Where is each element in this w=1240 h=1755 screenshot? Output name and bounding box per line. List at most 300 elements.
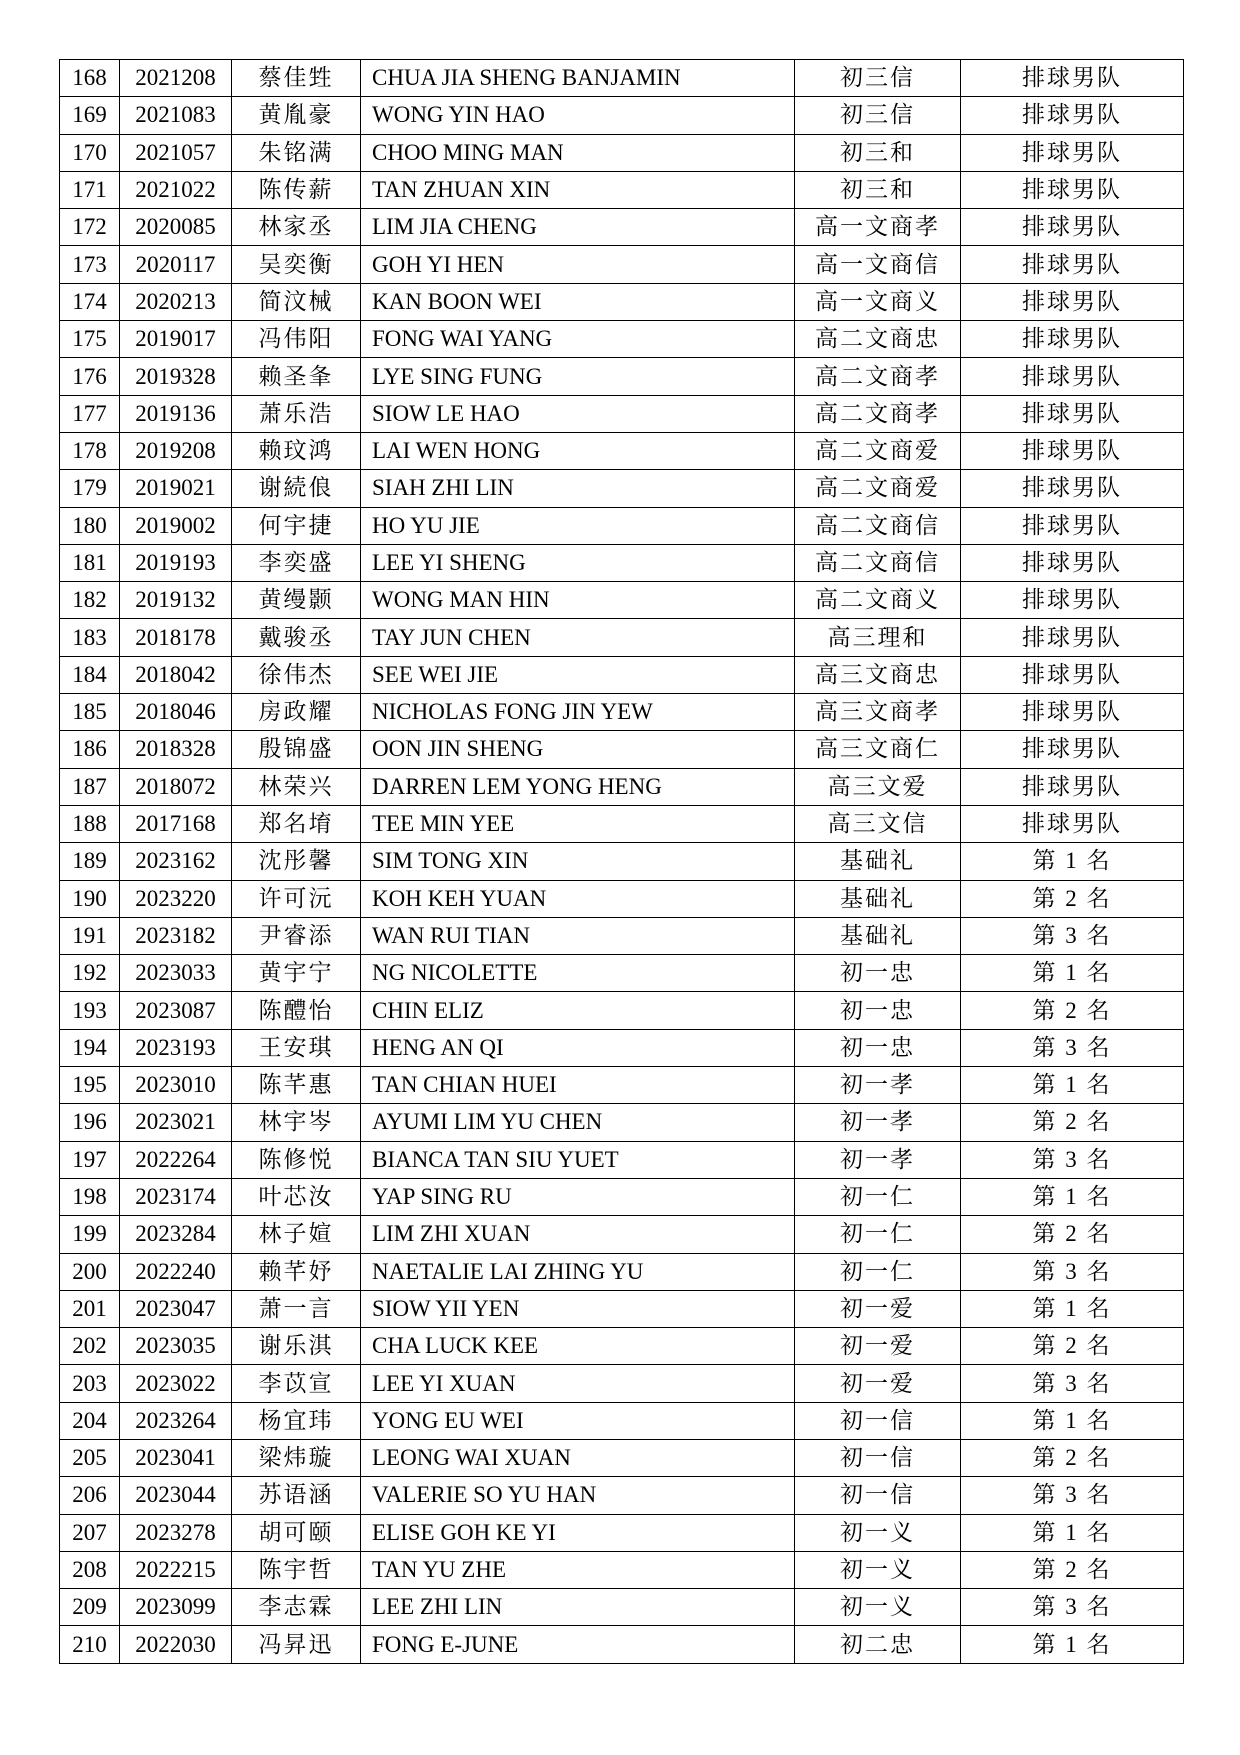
chinese-name-cell: 陈醴怡	[232, 992, 361, 1029]
result-cell: 第 3 名	[961, 1365, 1184, 1402]
row-number-cell: 176	[60, 358, 120, 395]
chinese-name-cell: 林荣兴	[232, 768, 361, 805]
student-id-cell: 2023044	[120, 1477, 232, 1514]
class-cell: 初一信	[795, 1402, 961, 1439]
row-number-cell: 184	[60, 656, 120, 693]
chinese-name-cell: 王安琪	[232, 1029, 361, 1066]
table-row	[60, 768, 1184, 805]
class-cell: 初三信	[795, 60, 961, 97]
english-name-cell: BIANCA TAN SIU YUET	[361, 1141, 795, 1178]
student-id-cell: 2020117	[120, 246, 232, 283]
row-number-cell: 188	[60, 805, 120, 842]
table-row	[60, 1290, 1184, 1327]
row-number-cell: 193	[60, 992, 120, 1029]
english-name-cell: WAN RUI TIAN	[361, 917, 795, 954]
row-number-cell: 192	[60, 955, 120, 992]
class-cell: 初一爱	[795, 1290, 961, 1327]
row-number-cell: 206	[60, 1477, 120, 1514]
result-cell: 排球男队	[961, 171, 1184, 208]
english-name-cell: LIM JIA CHENG	[361, 209, 795, 246]
student-id-cell: 2023041	[120, 1439, 232, 1476]
table-row	[60, 60, 1184, 97]
table-row	[60, 656, 1184, 693]
row-number-cell: 180	[60, 507, 120, 544]
english-name-cell: LAI WEN HONG	[361, 432, 795, 469]
chinese-name-cell: 赖芊妤	[232, 1253, 361, 1290]
class-cell: 初一忠	[795, 955, 961, 992]
result-cell: 排球男队	[961, 246, 1184, 283]
result-cell: 第 2 名	[961, 992, 1184, 1029]
student-id-cell: 2021022	[120, 171, 232, 208]
table-row	[60, 1514, 1184, 1551]
class-cell: 高三理和	[795, 619, 961, 656]
english-name-cell: SEE WEI JIE	[361, 656, 795, 693]
student-id-cell: 2023035	[120, 1328, 232, 1365]
result-cell: 排球男队	[961, 134, 1184, 171]
table-row	[60, 507, 1184, 544]
english-name-cell: TAN ZHUAN XIN	[361, 171, 795, 208]
chinese-name-cell: 陈芊惠	[232, 1067, 361, 1104]
class-cell: 基础礼	[795, 880, 961, 917]
chinese-name-cell: 林子媗	[232, 1216, 361, 1253]
student-id-cell: 2023264	[120, 1402, 232, 1439]
english-name-cell: LEONG WAI XUAN	[361, 1439, 795, 1476]
chinese-name-cell: 朱铭满	[232, 134, 361, 171]
table-row	[60, 1141, 1184, 1178]
chinese-name-cell: 林家丞	[232, 209, 361, 246]
result-cell: 排球男队	[961, 60, 1184, 97]
row-number-cell: 171	[60, 171, 120, 208]
student-id-cell: 2023033	[120, 955, 232, 992]
result-cell: 排球男队	[961, 507, 1184, 544]
chinese-name-cell: 梁炜璇	[232, 1439, 361, 1476]
class-cell: 基础礼	[795, 843, 961, 880]
table-row	[60, 917, 1184, 954]
chinese-name-cell: 沈彤馨	[232, 843, 361, 880]
row-number-cell: 168	[60, 60, 120, 97]
english-name-cell: NAETALIE LAI ZHING YU	[361, 1253, 795, 1290]
row-number-cell: 177	[60, 395, 120, 432]
row-number-cell: 179	[60, 470, 120, 507]
student-id-cell: 2023099	[120, 1589, 232, 1626]
chinese-name-cell: 谢乐淇	[232, 1328, 361, 1365]
student-id-cell: 2019017	[120, 321, 232, 358]
row-number-cell: 201	[60, 1290, 120, 1327]
table-row	[60, 395, 1184, 432]
english-name-cell: TAY JUN CHEN	[361, 619, 795, 656]
student-id-cell: 2019193	[120, 544, 232, 581]
english-name-cell: FONG E-JUNE	[361, 1626, 795, 1663]
table-row	[60, 992, 1184, 1029]
student-id-cell: 2021083	[120, 97, 232, 134]
student-list-table	[59, 59, 1184, 1664]
class-cell: 高一文商义	[795, 283, 961, 320]
student-id-cell: 2023284	[120, 1216, 232, 1253]
student-id-cell: 2018178	[120, 619, 232, 656]
table-row	[60, 246, 1184, 283]
table-row	[60, 1253, 1184, 1290]
result-cell: 第 2 名	[961, 1551, 1184, 1588]
chinese-name-cell: 殷锦盛	[232, 731, 361, 768]
result-cell: 第 1 名	[961, 1514, 1184, 1551]
row-number-cell: 204	[60, 1402, 120, 1439]
student-id-cell: 2019021	[120, 470, 232, 507]
row-number-cell: 197	[60, 1141, 120, 1178]
row-number-cell: 210	[60, 1626, 120, 1663]
result-cell: 第 1 名	[961, 1290, 1184, 1327]
class-cell: 初一忠	[795, 992, 961, 1029]
student-id-cell: 2023182	[120, 917, 232, 954]
result-cell: 第 2 名	[961, 1439, 1184, 1476]
chinese-name-cell: 胡可颐	[232, 1514, 361, 1551]
chinese-name-cell: 冯伟阳	[232, 321, 361, 358]
english-name-cell: AYUMI LIM YU CHEN	[361, 1104, 795, 1141]
student-id-cell: 2023162	[120, 843, 232, 880]
table-row	[60, 1551, 1184, 1588]
student-id-cell: 2020213	[120, 283, 232, 320]
result-cell: 排球男队	[961, 395, 1184, 432]
table-row	[60, 134, 1184, 171]
english-name-cell: SIOW YII YEN	[361, 1290, 795, 1327]
chinese-name-cell: 苏语涵	[232, 1477, 361, 1514]
row-number-cell: 202	[60, 1328, 120, 1365]
row-number-cell: 199	[60, 1216, 120, 1253]
student-id-cell: 2019002	[120, 507, 232, 544]
english-name-cell: KOH KEH YUAN	[361, 880, 795, 917]
english-name-cell: NG NICOLETTE	[361, 955, 795, 992]
class-cell: 初一仁	[795, 1216, 961, 1253]
result-cell: 排球男队	[961, 656, 1184, 693]
result-cell: 第 1 名	[961, 843, 1184, 880]
student-id-cell: 2022030	[120, 1626, 232, 1663]
result-cell: 第 3 名	[961, 1141, 1184, 1178]
result-cell: 排球男队	[961, 731, 1184, 768]
table-row	[60, 955, 1184, 992]
student-id-cell: 2019136	[120, 395, 232, 432]
row-number-cell: 187	[60, 768, 120, 805]
class-cell: 初一仁	[795, 1253, 961, 1290]
chinese-name-cell: 黄宇宁	[232, 955, 361, 992]
chinese-name-cell: 蔡佳甡	[232, 60, 361, 97]
english-name-cell: TEE MIN YEE	[361, 805, 795, 842]
chinese-name-cell: 赖玟鸿	[232, 432, 361, 469]
class-cell: 高三文商忠	[795, 656, 961, 693]
class-cell: 高一文商孝	[795, 209, 961, 246]
chinese-name-cell: 陈传薪	[232, 171, 361, 208]
table-row	[60, 619, 1184, 656]
student-id-cell: 2023220	[120, 880, 232, 917]
english-name-cell: GOH YI HEN	[361, 246, 795, 283]
table-row	[60, 1589, 1184, 1626]
class-cell: 初一义	[795, 1589, 961, 1626]
table-row	[60, 283, 1184, 320]
english-name-cell: WONG YIN HAO	[361, 97, 795, 134]
result-cell: 第 1 名	[961, 1626, 1184, 1663]
english-name-cell: FONG WAI YANG	[361, 321, 795, 358]
row-number-cell: 200	[60, 1253, 120, 1290]
row-number-cell: 185	[60, 694, 120, 731]
table-row	[60, 1029, 1184, 1066]
chinese-name-cell: 郑名堉	[232, 805, 361, 842]
chinese-name-cell: 李志霖	[232, 1589, 361, 1626]
table-row	[60, 1216, 1184, 1253]
table-body	[60, 60, 1184, 1664]
english-name-cell: HENG AN QI	[361, 1029, 795, 1066]
student-id-cell: 2019328	[120, 358, 232, 395]
chinese-name-cell: 尹睿添	[232, 917, 361, 954]
row-number-cell: 203	[60, 1365, 120, 1402]
result-cell: 第 3 名	[961, 1029, 1184, 1066]
result-cell: 第 2 名	[961, 880, 1184, 917]
student-id-cell: 2022264	[120, 1141, 232, 1178]
table-row	[60, 544, 1184, 581]
student-id-cell: 2022240	[120, 1253, 232, 1290]
chinese-name-cell: 黄缦颢	[232, 582, 361, 619]
table-row	[60, 694, 1184, 731]
chinese-name-cell: 房政耀	[232, 694, 361, 731]
result-cell: 第 2 名	[961, 1104, 1184, 1141]
result-cell: 排球男队	[961, 470, 1184, 507]
row-number-cell: 191	[60, 917, 120, 954]
result-cell: 第 1 名	[961, 1067, 1184, 1104]
english-name-cell: LYE SING FUNG	[361, 358, 795, 395]
class-cell: 初一信	[795, 1477, 961, 1514]
english-name-cell: NICHOLAS FONG JIN YEW	[361, 694, 795, 731]
class-cell: 初三和	[795, 134, 961, 171]
row-number-cell: 194	[60, 1029, 120, 1066]
result-cell: 第 3 名	[961, 917, 1184, 954]
result-cell: 第 1 名	[961, 955, 1184, 992]
result-cell: 排球男队	[961, 694, 1184, 731]
english-name-cell: CHUA JIA SHENG BANJAMIN	[361, 60, 795, 97]
student-id-cell: 2017168	[120, 805, 232, 842]
result-cell: 第 1 名	[961, 1178, 1184, 1215]
result-cell: 排球男队	[961, 321, 1184, 358]
row-number-cell: 170	[60, 134, 120, 171]
student-id-cell: 2023193	[120, 1029, 232, 1066]
table-row	[60, 209, 1184, 246]
table-row	[60, 97, 1184, 134]
english-name-cell: LEE YI XUAN	[361, 1365, 795, 1402]
english-name-cell: ELISE GOH KE YI	[361, 1514, 795, 1551]
chinese-name-cell: 冯昇迅	[232, 1626, 361, 1663]
class-cell: 初三信	[795, 97, 961, 134]
chinese-name-cell: 杨宜玮	[232, 1402, 361, 1439]
table-row	[60, 1104, 1184, 1141]
chinese-name-cell: 黄胤豪	[232, 97, 361, 134]
english-name-cell: LEE YI SHENG	[361, 544, 795, 581]
class-cell: 初一信	[795, 1439, 961, 1476]
row-number-cell: 198	[60, 1178, 120, 1215]
class-cell: 高三文爱	[795, 768, 961, 805]
row-number-cell: 178	[60, 432, 120, 469]
chinese-name-cell: 陈修悦	[232, 1141, 361, 1178]
class-cell: 初一孝	[795, 1141, 961, 1178]
class-cell: 初一义	[795, 1514, 961, 1551]
result-cell: 排球男队	[961, 544, 1184, 581]
result-cell: 排球男队	[961, 358, 1184, 395]
student-id-cell: 2023087	[120, 992, 232, 1029]
row-number-cell: 182	[60, 582, 120, 619]
table-row	[60, 880, 1184, 917]
result-cell: 第 3 名	[961, 1477, 1184, 1514]
table-row	[60, 1178, 1184, 1215]
chinese-name-cell: 林宇岑	[232, 1104, 361, 1141]
english-name-cell: SIAH ZHI LIN	[361, 470, 795, 507]
result-cell: 排球男队	[961, 805, 1184, 842]
result-cell: 排球男队	[961, 582, 1184, 619]
result-cell: 排球男队	[961, 768, 1184, 805]
class-cell: 高二文商爱	[795, 432, 961, 469]
class-cell: 高二文商孝	[795, 395, 961, 432]
student-id-cell: 2021057	[120, 134, 232, 171]
english-name-cell: KAN BOON WEI	[361, 283, 795, 320]
row-number-cell: 172	[60, 209, 120, 246]
chinese-name-cell: 吴奕衡	[232, 246, 361, 283]
english-name-cell: SIOW LE HAO	[361, 395, 795, 432]
table-row	[60, 582, 1184, 619]
row-number-cell: 181	[60, 544, 120, 581]
table-row	[60, 1477, 1184, 1514]
student-id-cell: 2023174	[120, 1178, 232, 1215]
table-row	[60, 470, 1184, 507]
row-number-cell: 183	[60, 619, 120, 656]
class-cell: 初一义	[795, 1551, 961, 1588]
row-number-cell: 190	[60, 880, 120, 917]
table-row	[60, 1365, 1184, 1402]
result-cell: 第 2 名	[961, 1216, 1184, 1253]
chinese-name-cell: 萧一言	[232, 1290, 361, 1327]
chinese-name-cell: 陈宇哲	[232, 1551, 361, 1588]
table-row	[60, 1328, 1184, 1365]
chinese-name-cell: 李奕盛	[232, 544, 361, 581]
class-cell: 初一爱	[795, 1328, 961, 1365]
row-number-cell: 207	[60, 1514, 120, 1551]
chinese-name-cell: 李苡宣	[232, 1365, 361, 1402]
table-row	[60, 1439, 1184, 1476]
table-row	[60, 1402, 1184, 1439]
student-id-cell: 2020085	[120, 209, 232, 246]
row-number-cell: 173	[60, 246, 120, 283]
student-id-cell: 2021208	[120, 60, 232, 97]
student-id-cell: 2018042	[120, 656, 232, 693]
english-name-cell: OON JIN SHENG	[361, 731, 795, 768]
chinese-name-cell: 赖圣夆	[232, 358, 361, 395]
row-number-cell: 169	[60, 97, 120, 134]
row-number-cell: 174	[60, 283, 120, 320]
result-cell: 排球男队	[961, 209, 1184, 246]
result-cell: 排球男队	[961, 283, 1184, 320]
row-number-cell: 209	[60, 1589, 120, 1626]
class-cell: 高二文商孝	[795, 358, 961, 395]
student-id-cell: 2019208	[120, 432, 232, 469]
chinese-name-cell: 谢続俍	[232, 470, 361, 507]
english-name-cell: YONG EU WEI	[361, 1402, 795, 1439]
class-cell: 高二文商义	[795, 582, 961, 619]
class-cell: 初一忠	[795, 1029, 961, 1066]
student-id-cell: 2023021	[120, 1104, 232, 1141]
table-row	[60, 843, 1184, 880]
row-number-cell: 208	[60, 1551, 120, 1588]
english-name-cell: VALERIE SO YU HAN	[361, 1477, 795, 1514]
chinese-name-cell: 徐伟杰	[232, 656, 361, 693]
chinese-name-cell: 许可沅	[232, 880, 361, 917]
result-cell: 排球男队	[961, 619, 1184, 656]
student-id-cell: 2022215	[120, 1551, 232, 1588]
class-cell: 初一仁	[795, 1178, 961, 1215]
table-row	[60, 1626, 1184, 1663]
class-cell: 高二文商爱	[795, 470, 961, 507]
class-cell: 初一爱	[795, 1365, 961, 1402]
student-id-cell: 2018046	[120, 694, 232, 731]
student-id-cell: 2023010	[120, 1067, 232, 1104]
english-name-cell: TAN YU ZHE	[361, 1551, 795, 1588]
student-id-cell: 2023047	[120, 1290, 232, 1327]
table-row	[60, 358, 1184, 395]
english-name-cell: YAP SING RU	[361, 1178, 795, 1215]
table-row	[60, 731, 1184, 768]
result-cell: 第 3 名	[961, 1589, 1184, 1626]
english-name-cell: LIM ZHI XUAN	[361, 1216, 795, 1253]
class-cell: 高二文商忠	[795, 321, 961, 358]
chinese-name-cell: 何宇捷	[232, 507, 361, 544]
table-row	[60, 171, 1184, 208]
english-name-cell: HO YU JIE	[361, 507, 795, 544]
class-cell: 初二忠	[795, 1626, 961, 1663]
class-cell: 高二文商信	[795, 507, 961, 544]
class-cell: 高一文商信	[795, 246, 961, 283]
table-row	[60, 432, 1184, 469]
class-cell: 初一孝	[795, 1104, 961, 1141]
chinese-name-cell: 萧乐浩	[232, 395, 361, 432]
student-id-cell: 2023278	[120, 1514, 232, 1551]
student-id-cell: 2023022	[120, 1365, 232, 1402]
table-row	[60, 805, 1184, 842]
result-cell: 排球男队	[961, 97, 1184, 134]
class-cell: 基础礼	[795, 917, 961, 954]
student-id-cell: 2018072	[120, 768, 232, 805]
row-number-cell: 189	[60, 843, 120, 880]
english-name-cell: LEE ZHI LIN	[361, 1589, 795, 1626]
chinese-name-cell: 叶芯汝	[232, 1178, 361, 1215]
student-id-cell: 2019132	[120, 582, 232, 619]
row-number-cell: 195	[60, 1067, 120, 1104]
english-name-cell: WONG MAN HIN	[361, 582, 795, 619]
class-cell: 高三文商孝	[795, 694, 961, 731]
english-name-cell: CHA LUCK KEE	[361, 1328, 795, 1365]
english-name-cell: DARREN LEM YONG HENG	[361, 768, 795, 805]
chinese-name-cell: 简汶械	[232, 283, 361, 320]
table-row	[60, 321, 1184, 358]
english-name-cell: TAN CHIAN HUEI	[361, 1067, 795, 1104]
result-cell: 排球男队	[961, 432, 1184, 469]
result-cell: 第 3 名	[961, 1253, 1184, 1290]
class-cell: 高二文商信	[795, 544, 961, 581]
row-number-cell: 196	[60, 1104, 120, 1141]
english-name-cell: SIM TONG XIN	[361, 843, 795, 880]
table-row	[60, 1067, 1184, 1104]
row-number-cell: 186	[60, 731, 120, 768]
row-number-cell: 175	[60, 321, 120, 358]
result-cell: 第 2 名	[961, 1328, 1184, 1365]
class-cell: 高三文信	[795, 805, 961, 842]
english-name-cell: CHIN ELIZ	[361, 992, 795, 1029]
class-cell: 初三和	[795, 171, 961, 208]
class-cell: 高三文商仁	[795, 731, 961, 768]
chinese-name-cell: 戴骏丞	[232, 619, 361, 656]
result-cell: 第 1 名	[961, 1402, 1184, 1439]
student-id-cell: 2018328	[120, 731, 232, 768]
